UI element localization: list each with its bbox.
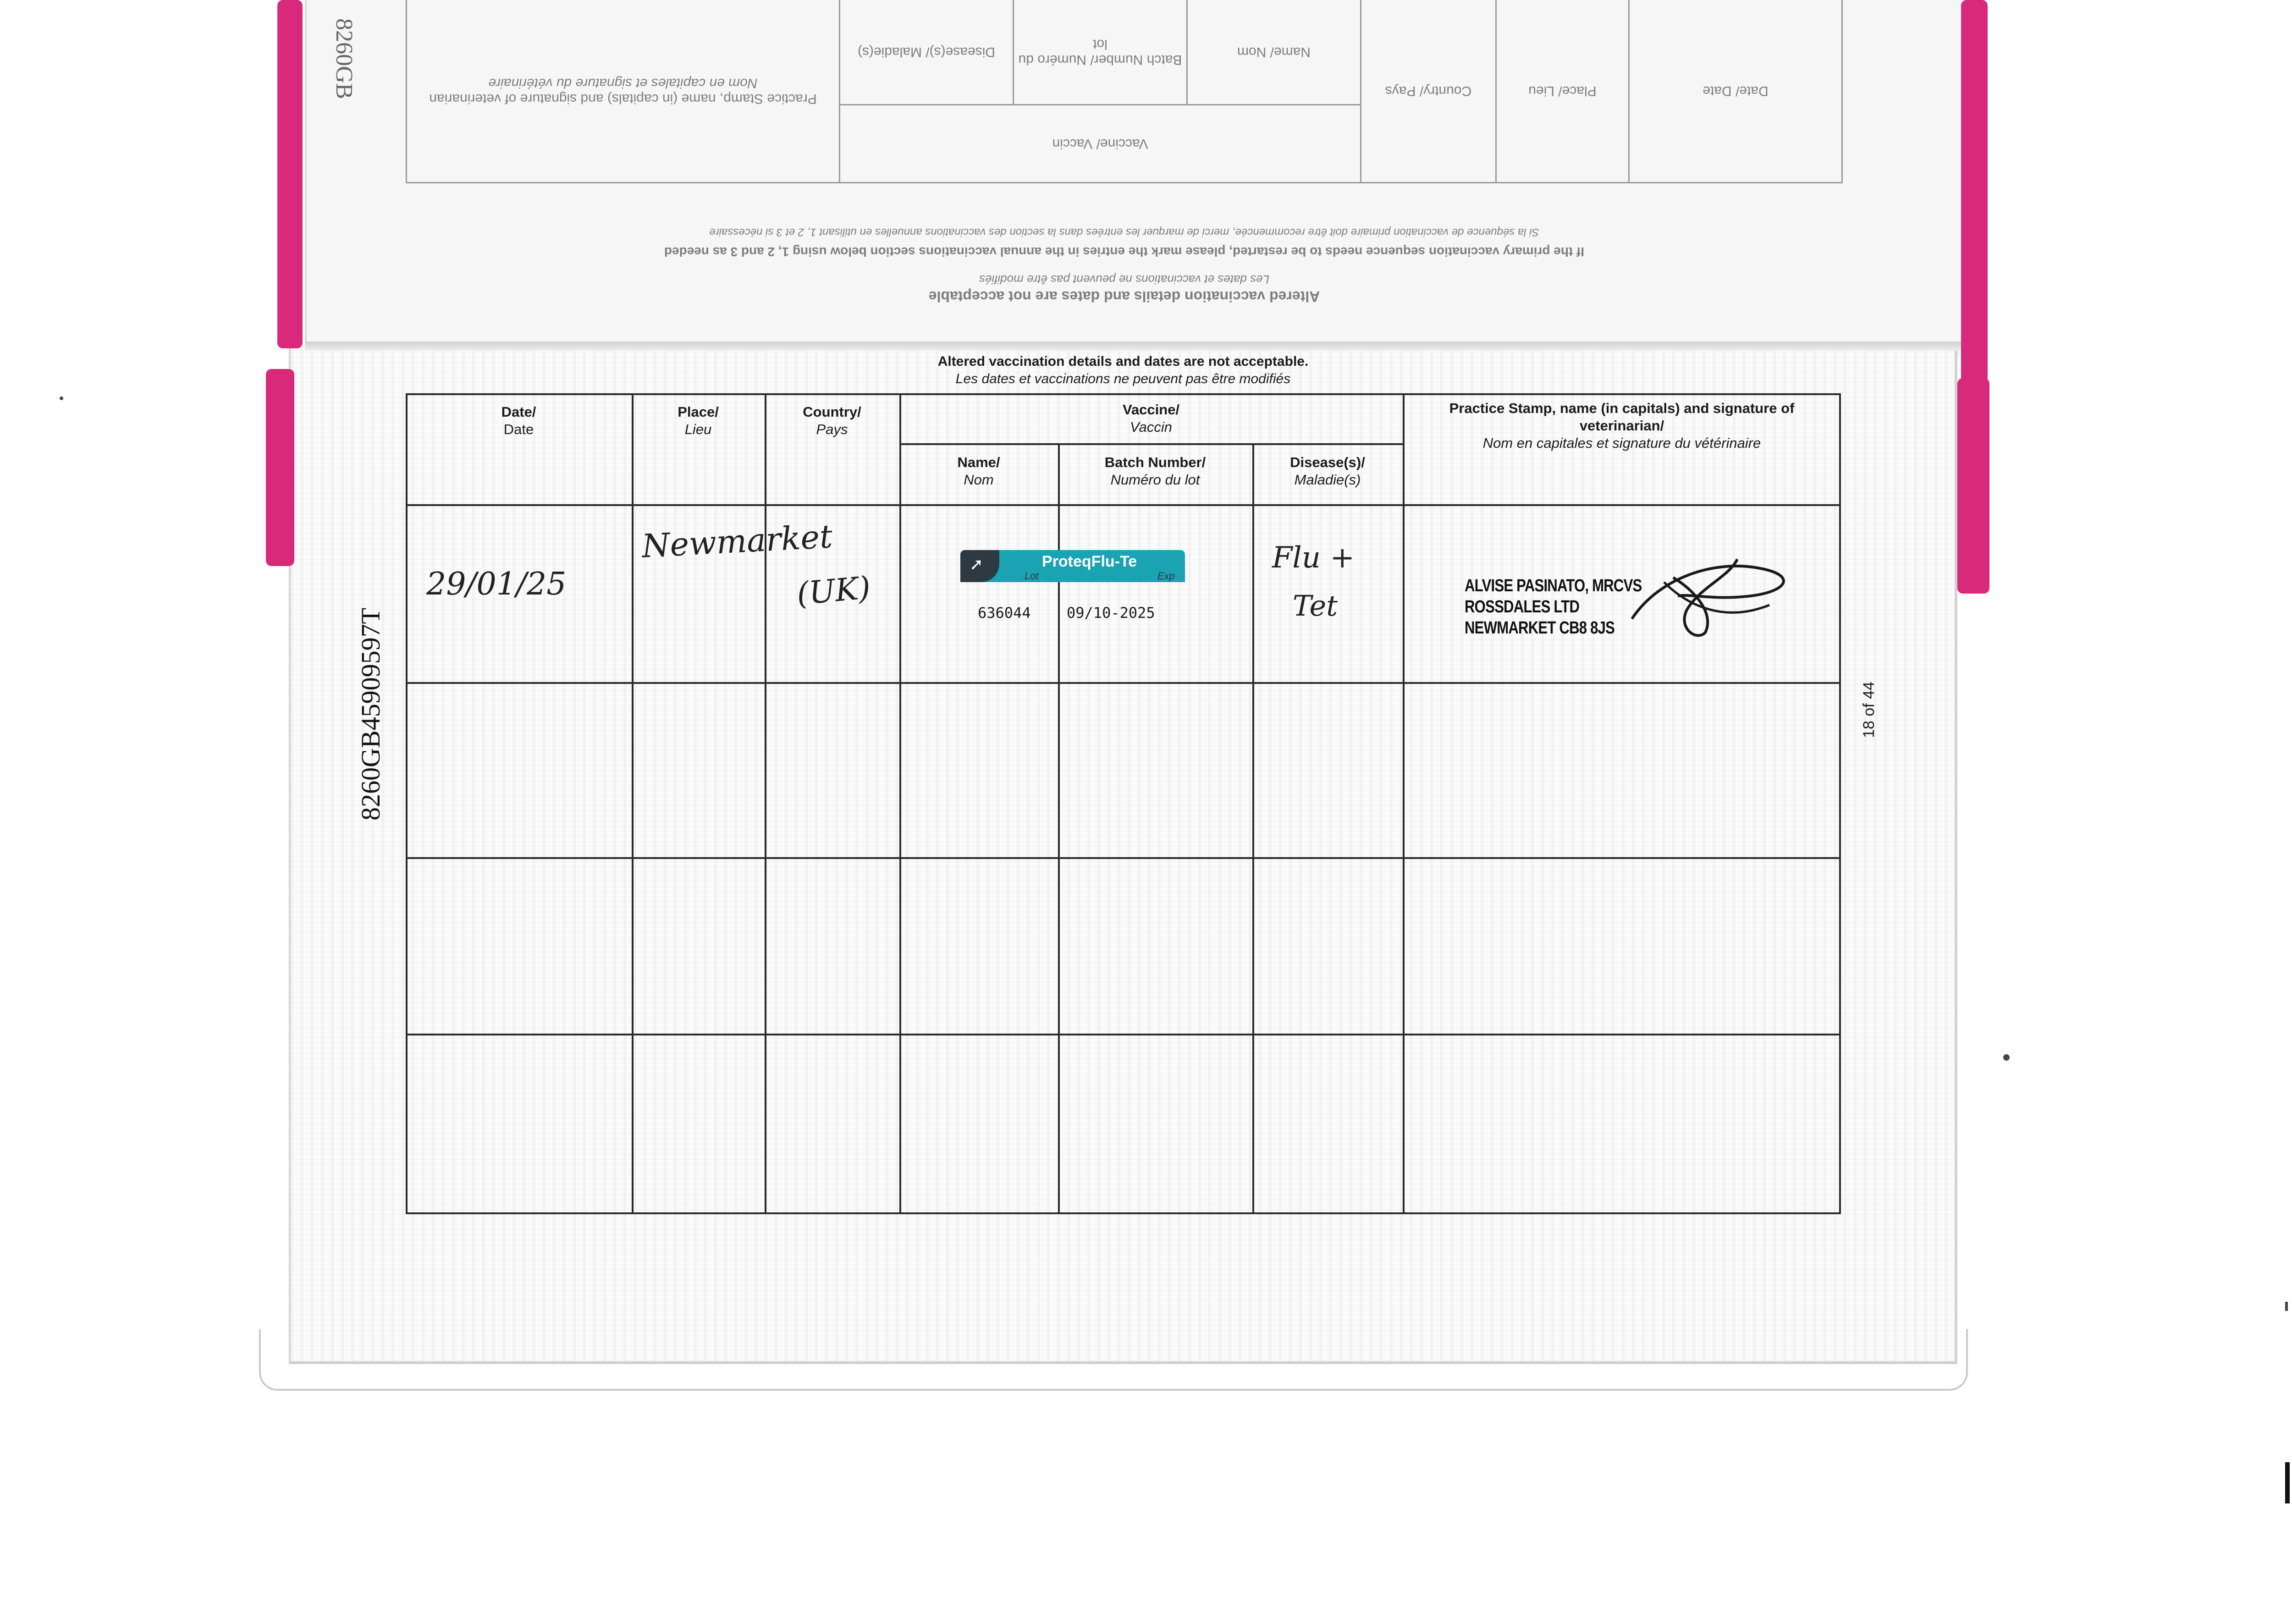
table-border-right — [1839, 393, 1841, 1214]
header-disease — [1252, 454, 1403, 489]
scan-mark — [2285, 1462, 2290, 1503]
row-line-3 — [406, 1034, 1840, 1035]
header-country — [765, 403, 899, 438]
upside-down-header-batch: Batch Number/ Numéro du lot — [1014, 0, 1187, 105]
header-batch — [1058, 454, 1252, 489]
veterinarian-signature — [1623, 550, 1797, 642]
column-line-name — [899, 393, 901, 1214]
vaccine-sticker — [960, 550, 1185, 628]
row-line-1 — [406, 682, 1840, 684]
header-stamp-en-2: veterinarian/ — [1579, 418, 1664, 434]
page-counter: 18 of 44 — [1860, 682, 1878, 738]
header-vaccine-en: Vaccine/ — [1122, 402, 1180, 418]
warning-fr: Les dates et vaccinations ne peuvent pas être modifiés — [955, 371, 1291, 386]
upside-down-warning-fr: Les dates et vaccinations ne peuvent pas être modifiés — [979, 273, 1270, 286]
scan-speck — [60, 396, 63, 400]
header-name-fr: Nom — [964, 472, 994, 488]
upside-down-side-number: 8260GB — [331, 18, 357, 99]
row-line-2 — [406, 857, 1840, 859]
upside-down-header-name: Name/ Nom — [1187, 0, 1361, 105]
upside-down-page-content — [406, 0, 1843, 321]
upside-down-header-date: Date/ Date — [1629, 0, 1842, 183]
header-stamp-fr: Nom en capitales et signature du vétérinaire — [1482, 435, 1761, 451]
header-date — [406, 403, 632, 438]
header-place-fr: Lieu — [684, 421, 712, 437]
header-place — [632, 403, 765, 438]
upside-down-header-disease: Disease(s)/ Maladie(s) — [840, 0, 1014, 105]
header-country-en: Country/ — [803, 404, 861, 420]
upside-down-primary-note-en: If the primary vaccination sequence needs to be restarted, please mark the entries in the annual vaccinations section below using 1, 2 and 3 as needed — [664, 245, 1585, 259]
column-line-place — [632, 393, 634, 1214]
practice-stamp — [1465, 575, 1642, 639]
header-date-fr: Date — [503, 421, 534, 437]
passport-number: 8260GB45909597T — [356, 608, 386, 820]
upside-down-header-stamp-en: Practice Stamp, name (in capitals) and signature of veterinarian — [429, 91, 817, 107]
ribbon-marker-left-lower — [266, 369, 294, 566]
scan-mark — [2285, 1302, 2288, 1311]
upside-down-table — [406, 0, 1843, 183]
column-line-stamp — [1403, 393, 1405, 1214]
sticker-arrow-icon: ➚ — [970, 555, 984, 573]
header-vaccine-fr: Vaccin — [1130, 419, 1172, 435]
header-batch-fr: Numéro du lot — [1110, 472, 1200, 488]
warning-en: Altered vaccination details and dates are not acceptable. — [937, 354, 1309, 369]
upside-down-header-place: Place/ Lieu — [1496, 0, 1629, 183]
scan-speck — [2003, 1054, 2010, 1061]
header-place-en: Place/ — [678, 404, 719, 420]
stamp-line-2: ROSSDALES LTD — [1465, 597, 1580, 617]
entry-country: (UK) — [795, 570, 872, 612]
ribbon-marker-right — [1961, 0, 1988, 385]
sticker-lot-number: 636044 — [978, 604, 1031, 622]
stamp-line-1: ALVISE PASINATO, MRCVS — [1465, 576, 1642, 595]
table-border-bottom — [406, 1212, 1840, 1214]
table-border-left — [406, 393, 408, 1214]
upside-down-warning-en: Altered vaccination details and dates are not acceptable — [928, 288, 1320, 305]
upside-down-header-stamp — [407, 0, 840, 183]
header-disease-fr: Maladie(s) — [1294, 472, 1361, 488]
upside-down-primary-note-fr: Si la séquence de vaccination primaire doit être recommencée, merci de marquer les entrées dans la section des vaccinations annuelles en utilisant 1, 2 et 3 si nécessaire — [709, 226, 1539, 238]
entry-disease-line2: Tet — [1293, 589, 1338, 622]
sticker-expiry: 09/10-2025 — [1067, 604, 1155, 622]
ribbon-marker-right-lower — [1957, 378, 1989, 594]
header-country-fr: Pays — [816, 421, 848, 437]
page-gutter — [305, 341, 1964, 351]
header-stamp — [1405, 400, 1839, 452]
entry-place: Newmarket — [641, 517, 834, 565]
header-disease-en: Disease(s)/ — [1290, 454, 1365, 470]
entry-disease-line1: Flu + — [1272, 541, 1355, 575]
header-name — [899, 454, 1058, 489]
table-border-top — [406, 393, 1840, 395]
ribbon-marker-left — [277, 0, 303, 348]
header-vaccine — [899, 401, 1403, 436]
header-stamp-en-1: Practice Stamp, name (in capitals) and signature of — [1449, 400, 1795, 416]
sticker-brand: ProteqFlu-Te — [1042, 553, 1137, 570]
header-batch-en: Batch Number/ — [1104, 454, 1206, 470]
header-name-en: Name/ — [957, 454, 1000, 470]
upside-down-header-country: Country/ Pays — [1361, 0, 1496, 183]
column-line-disease — [1252, 443, 1254, 1214]
upside-down-header-stamp-fr: Nom en capitales et signature du vétérinaire — [488, 76, 758, 91]
upside-down-header-vaccine: Vaccine/ Vaccin — [840, 105, 1361, 183]
sticker-lot-label: Lot — [1025, 570, 1039, 582]
stamp-line-3: NEWMARKET CB8 8JS — [1465, 618, 1615, 638]
entry-date: 29/01/25 — [426, 566, 567, 602]
header-row-bottom — [406, 504, 1840, 506]
column-line-country — [765, 393, 766, 1214]
vaccine-subheader-line — [901, 443, 1404, 445]
passport-page — [289, 346, 1957, 1364]
sticker-exp-label: Exp — [1157, 570, 1175, 582]
header-date-en: Date/ — [501, 404, 536, 420]
